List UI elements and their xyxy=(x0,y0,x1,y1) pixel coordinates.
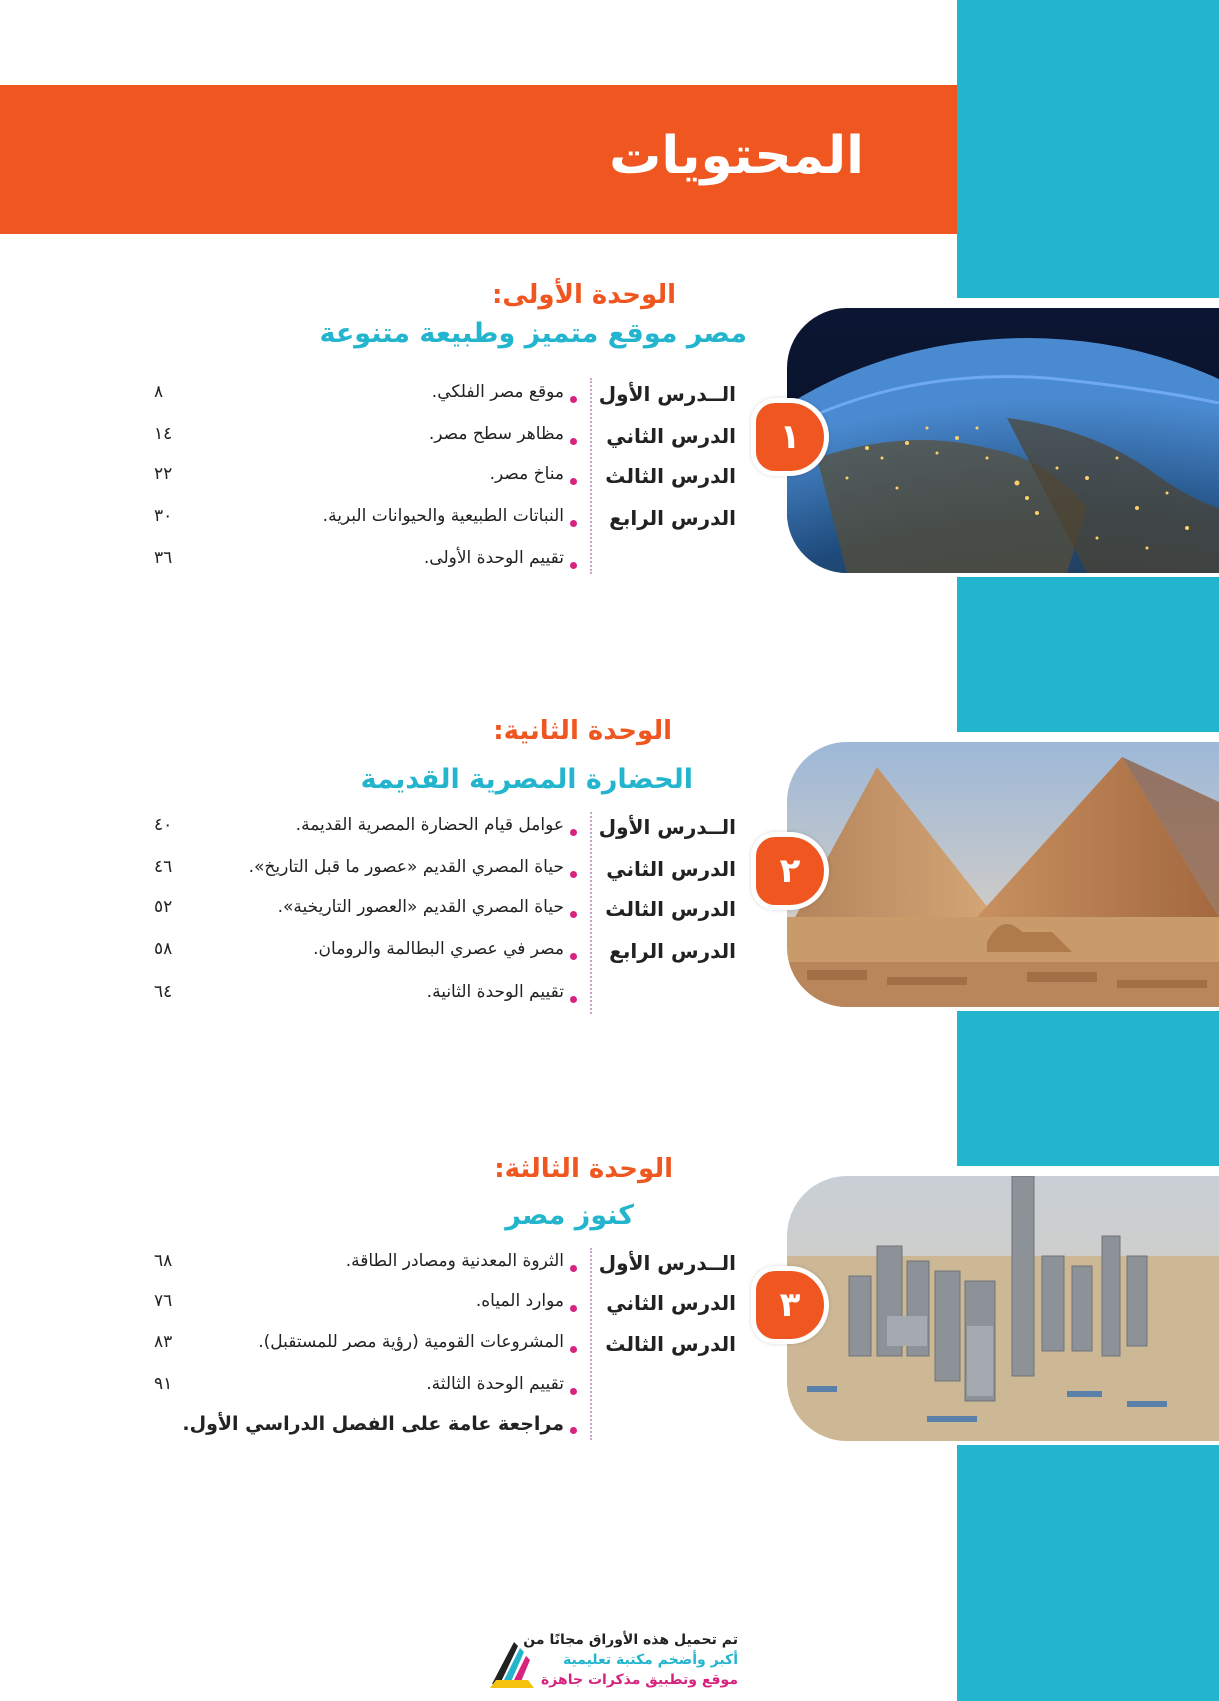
lesson-label: الدرس الثالث xyxy=(605,897,736,921)
topic-title: حياة المصري القديم «عصور ما قبل التاريخ». xyxy=(248,857,564,877)
topic-title: موارد المياه. xyxy=(475,1291,564,1311)
cyan-side-bar xyxy=(957,0,1219,298)
bullet-icon xyxy=(570,1388,577,1395)
cyan-side-bar xyxy=(957,1011,1219,1166)
toc-row[interactable] xyxy=(140,506,740,542)
bullet-icon xyxy=(570,478,577,485)
lesson-label: الدرس الرابع xyxy=(609,939,736,963)
topic-title: مظاهر سطح مصر. xyxy=(428,424,564,444)
footer-line-1: تم تحميل هذه الأوراق مجانًا من xyxy=(523,1632,738,1648)
page-number: ٤٠ xyxy=(154,815,173,835)
lesson-label: الدرس الثاني xyxy=(606,857,736,881)
bullet-icon xyxy=(570,871,577,878)
unit-number-badge: ٣ xyxy=(751,1266,829,1344)
toc-row[interactable] xyxy=(140,897,740,933)
lesson-label: الدرس الثاني xyxy=(606,1291,736,1315)
unit-number-badge: ١ xyxy=(751,398,829,476)
footer-line-2: أكبر وأضخم مكتبة تعليمية xyxy=(563,1652,738,1668)
unit-label: الوحدة الثانية: xyxy=(493,716,672,746)
page-number: ٦٨ xyxy=(154,1251,173,1271)
toc-row[interactable] xyxy=(140,982,740,1018)
bullet-icon xyxy=(570,562,577,569)
page-number: ٣٦ xyxy=(154,548,173,568)
toc-row[interactable] xyxy=(140,815,740,851)
footer-logo[interactable] xyxy=(488,1632,738,1696)
lesson-label: الدرس الثاني xyxy=(606,424,736,448)
toc-row[interactable] xyxy=(140,857,740,893)
lesson-label: الــدرس الأول xyxy=(598,1251,736,1275)
toc-row[interactable] xyxy=(140,1332,740,1368)
page-number: ٩١ xyxy=(154,1374,173,1394)
bullet-icon xyxy=(570,438,577,445)
bullet-icon xyxy=(570,1346,577,1353)
toc-row[interactable] xyxy=(140,1251,740,1287)
page-number: ٦٤ xyxy=(154,982,173,1002)
bullet-icon xyxy=(570,1427,577,1434)
bullet-icon xyxy=(570,911,577,918)
topic-title: تقييم الوحدة الثانية. xyxy=(426,982,564,1002)
topic-title: الثروة المعدنية ومصادر الطاقة. xyxy=(345,1251,564,1271)
new-capital-towers-image xyxy=(787,1176,1219,1441)
topic-title: تقييم الوحدة الأولى. xyxy=(423,548,564,568)
lesson-label: الدرس الرابع xyxy=(609,506,736,530)
topic-title: النباتات الطبيعية والحيوانات البرية. xyxy=(322,506,564,526)
toc-row[interactable] xyxy=(140,548,740,584)
lesson-label: الدرس الثالث xyxy=(605,464,736,488)
topic-title: مصر في عصري البطالمة والرومان. xyxy=(313,939,564,959)
page-number: ١٤ xyxy=(154,424,173,444)
bullet-icon xyxy=(570,953,577,960)
earth-at-night-image xyxy=(787,308,1219,573)
bullet-icon xyxy=(570,520,577,527)
bullet-icon xyxy=(570,996,577,1003)
toc-row[interactable] xyxy=(140,382,740,418)
lesson-label: الــدرس الأول xyxy=(598,815,736,839)
topic-title: المشروعات القومية (رؤية مصر للمستقبل). xyxy=(258,1332,564,1352)
page-number: ٧٦ xyxy=(154,1291,173,1311)
page-number: ٣٠ xyxy=(154,506,173,526)
bullet-icon xyxy=(570,829,577,836)
unit-title: مصر موقع متميز وطبيعة متنوعة xyxy=(319,318,747,349)
unit-number-badge: ٢ xyxy=(751,832,829,910)
bullet-icon xyxy=(570,1305,577,1312)
bullet-icon xyxy=(570,396,577,403)
topic-title: موقع مصر الفلكي. xyxy=(431,382,564,402)
page-number: ٨ xyxy=(154,382,164,402)
lesson-label: الدرس الثالث xyxy=(605,1332,736,1356)
toc-row[interactable] xyxy=(140,424,740,460)
cyan-side-bar xyxy=(957,577,1219,732)
toc-row[interactable] xyxy=(140,1413,740,1449)
cyan-side-bar xyxy=(957,1445,1219,1701)
toc-row[interactable] xyxy=(140,1374,740,1410)
topic-title: عوامل قيام الحضارة المصرية القديمة. xyxy=(295,815,564,835)
page-number: ٨٣ xyxy=(154,1332,173,1352)
pyramids-image xyxy=(787,742,1219,1007)
unit-label: الوحدة الثالثة: xyxy=(494,1154,673,1184)
page-title: المحتويات xyxy=(609,126,864,186)
unit-title: الحضارة المصرية القديمة xyxy=(360,764,693,795)
page-number: ٢٢ xyxy=(154,464,173,484)
toc-row[interactable] xyxy=(140,464,740,500)
unit-label: الوحدة الأولى: xyxy=(491,280,676,310)
lesson-label: الــدرس الأول xyxy=(598,382,736,406)
footer-line-3: موقع وتطبيق مذكرات جاهزة xyxy=(541,1672,738,1688)
toc-row[interactable] xyxy=(140,939,740,975)
topic-title: مراجعة عامة على الفصل الدراسي الأول. xyxy=(182,1413,564,1435)
page-number: ٤٦ xyxy=(154,857,173,877)
bullet-icon xyxy=(570,1265,577,1272)
topic-title: تقييم الوحدة الثالثة. xyxy=(426,1374,564,1394)
page-number: ٥٨ xyxy=(154,939,173,959)
topic-title: مناخ مصر. xyxy=(489,464,564,484)
topic-title: حياة المصري القديم «العصور التاريخية». xyxy=(277,897,564,917)
page-number: ٥٢ xyxy=(154,897,173,917)
unit-title: كنوز مصر xyxy=(505,1200,634,1231)
toc-row[interactable] xyxy=(140,1291,740,1327)
